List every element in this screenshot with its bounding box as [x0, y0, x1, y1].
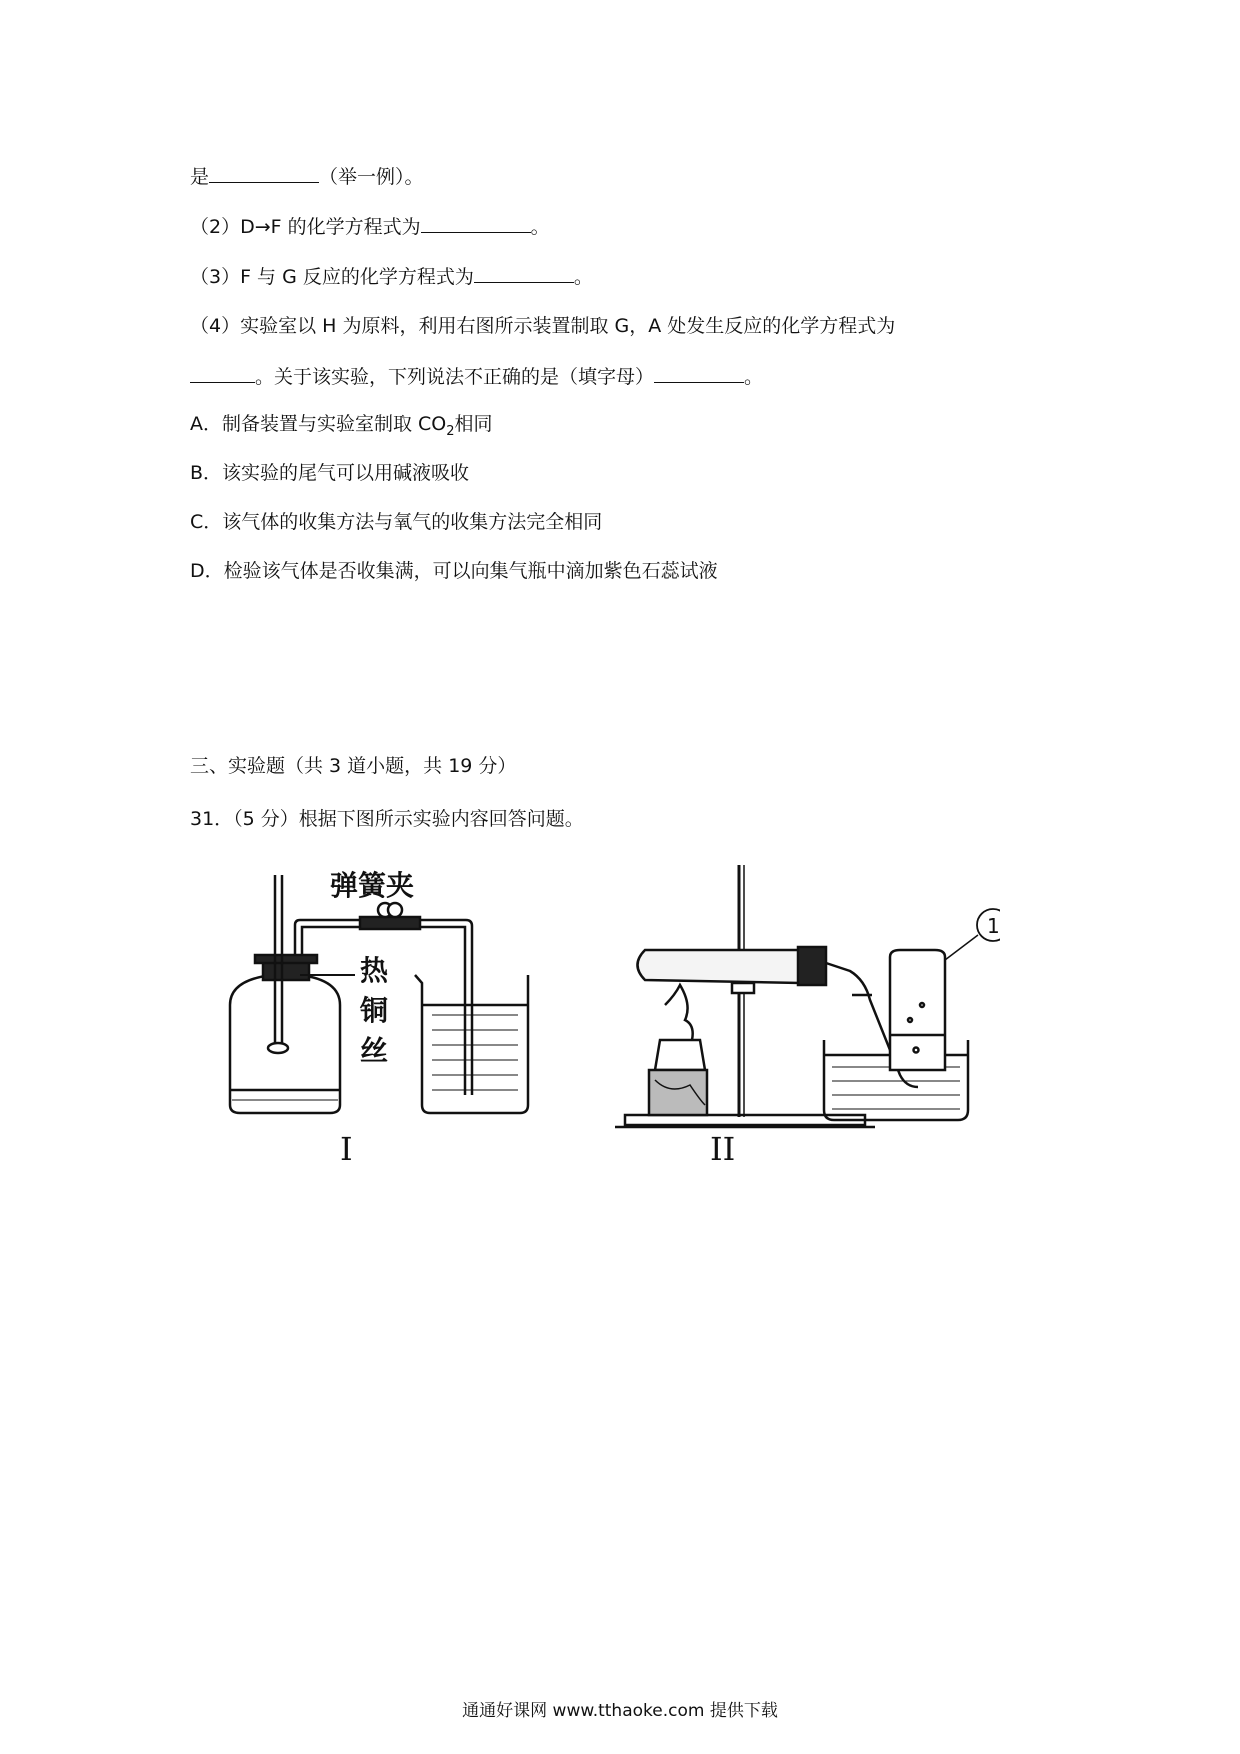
label-II: II	[710, 1130, 736, 1168]
text: 是	[190, 166, 210, 188]
text: 。关于该实验，下列说法不正确的是（填字母）	[255, 366, 655, 388]
text: 。	[573, 266, 593, 288]
subscript: 2	[446, 423, 455, 439]
section-title: 三、实验题（共 3 道小题，共 19 分）	[190, 755, 517, 777]
line-2	[190, 212, 550, 241]
answer-blank[interactable]	[190, 362, 255, 383]
text: （3）F 与 G 反应的化学方程式为	[190, 266, 474, 288]
apparatus-II	[615, 865, 1000, 1127]
text: （2）D→F 的化学方程式为	[190, 216, 421, 238]
label-char: 热	[360, 954, 389, 987]
text: （举一例）。	[319, 166, 424, 188]
option-a	[190, 410, 493, 446]
line-5	[190, 362, 763, 391]
option-d: D．检验该气体是否收集满，可以向集气瓶中滴加紫色石蕊试液	[190, 560, 718, 582]
label-spring-clip: 弹簧夹	[330, 869, 415, 902]
question-31: 31．（5 分）根据下图所示实验内容回答问题。	[190, 808, 584, 830]
experiment-figure	[200, 855, 1000, 1175]
answer-blank[interactable]	[209, 162, 319, 183]
option-c: C．该气体的收集方法与氧气的收集方法完全相同	[190, 511, 603, 533]
label-I: I	[340, 1130, 353, 1168]
text: 。	[530, 216, 550, 238]
footer: 通通好课网 www.tthaoke.com 提供下载	[462, 1701, 778, 1721]
marker-1: 1	[987, 914, 1000, 938]
text: 。	[744, 366, 764, 388]
option-b: B．该实验的尾气可以用碱液吸收	[190, 462, 470, 484]
answer-blank[interactable]	[654, 362, 744, 383]
label-hot-copper-wire	[359, 954, 389, 1067]
answer-blank[interactable]	[474, 262, 574, 283]
line-4: （4）实验室以 H 为原料，利用右图所示装置制取 G，A 处发生反应的化学方程式为	[190, 315, 896, 337]
text: A．制备装置与实验室制取 CO	[190, 413, 447, 435]
label-char: 铜	[360, 994, 389, 1027]
text: 相同	[454, 413, 493, 435]
line-1	[190, 162, 424, 191]
line-3	[190, 262, 593, 291]
answer-blank[interactable]	[421, 212, 531, 233]
label-char: 丝	[360, 1034, 389, 1067]
